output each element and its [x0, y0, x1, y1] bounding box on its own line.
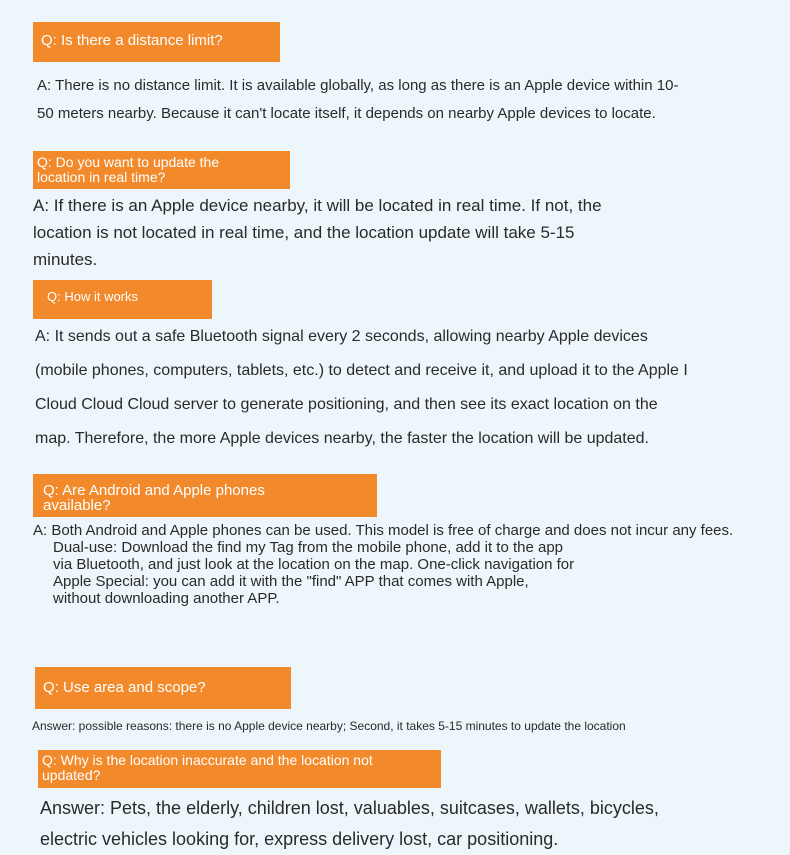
- question-text: Q: How it works: [47, 289, 139, 304]
- question-text: Q: Use area and scope?: [43, 679, 206, 696]
- answer-line: A: Both Android and Apple phones can be used. This model is free of charge and does not incur any fees.: [33, 522, 734, 539]
- answer-line: A: There is no distance limit. It is available globally, as long as there is an Apple device within 10-: [37, 77, 679, 94]
- question-line: updated?: [42, 767, 101, 783]
- answer-line: Answer: Pets, the elderly, children lost, valuables, suitcases, wallets, bicycles,: [40, 798, 659, 818]
- question-heading: [35, 667, 291, 709]
- answer-text: [35, 320, 785, 456]
- question-line: Q: Are Android and Apple phones: [43, 482, 265, 499]
- answer-line: electric vehicles looking for, express delivery lost, car positioning.: [40, 829, 559, 849]
- answer-line: without downloading another APP.: [53, 590, 280, 607]
- question-text: Q: Is there a distance limit?: [41, 32, 223, 49]
- question-line: Q: Do you want to update the: [37, 154, 220, 170]
- answer-text: [33, 192, 773, 273]
- answer-line: Cloud Cloud Cloud server to generate positioning, and then see its exact location on the: [35, 396, 658, 413]
- question-line: location in real time?: [37, 169, 166, 185]
- question-line: available?: [43, 497, 111, 514]
- answer-line: Answer: possible reasons: there is no Apple device nearby; Second, it takes 5-15 minutes to update the location: [32, 719, 626, 733]
- question-heading: [33, 474, 377, 517]
- answer-line: map. Therefore, the more Apple devices nearby, the faster the location will be updated.: [35, 430, 649, 447]
- question-heading: [33, 280, 212, 319]
- answer-text: [32, 718, 787, 734]
- answer-text: [33, 522, 788, 607]
- answer-line: 50 meters nearby. Because it can't locate itself, it depends on nearby Apple devices to locate.: [37, 105, 656, 122]
- answer-line: location is not located in real time, and the location update will take 5-15: [33, 223, 575, 242]
- question-line: Q: Why is the location inaccurate and the location not: [42, 752, 373, 768]
- answer-line: (mobile phones, computers, tablets, etc.) to detect and receive it, and upload it to the Apple I: [35, 362, 688, 379]
- answer-line: Dual-use: Download the find my Tag from the mobile phone, add it to the app: [53, 539, 564, 556]
- question-heading: [38, 750, 441, 788]
- answer-text: [37, 72, 777, 128]
- answer-line: Apple Special: you can add it with the "find" APP that comes with Apple,: [53, 573, 529, 590]
- answer-line: A: It sends out a safe Bluetooth signal every 2 seconds, allowing nearby Apple devices: [35, 328, 648, 345]
- answer-line: A: If there is an Apple device nearby, it will be located in real time. If not, the: [33, 196, 602, 215]
- answer-line: via Bluetooth, and just look at the location on the map. One-click navigation for: [53, 556, 575, 573]
- question-heading: [33, 22, 280, 62]
- answer-line: minutes.: [33, 250, 98, 269]
- question-heading: [33, 151, 290, 189]
- answer-text: [40, 793, 785, 855]
